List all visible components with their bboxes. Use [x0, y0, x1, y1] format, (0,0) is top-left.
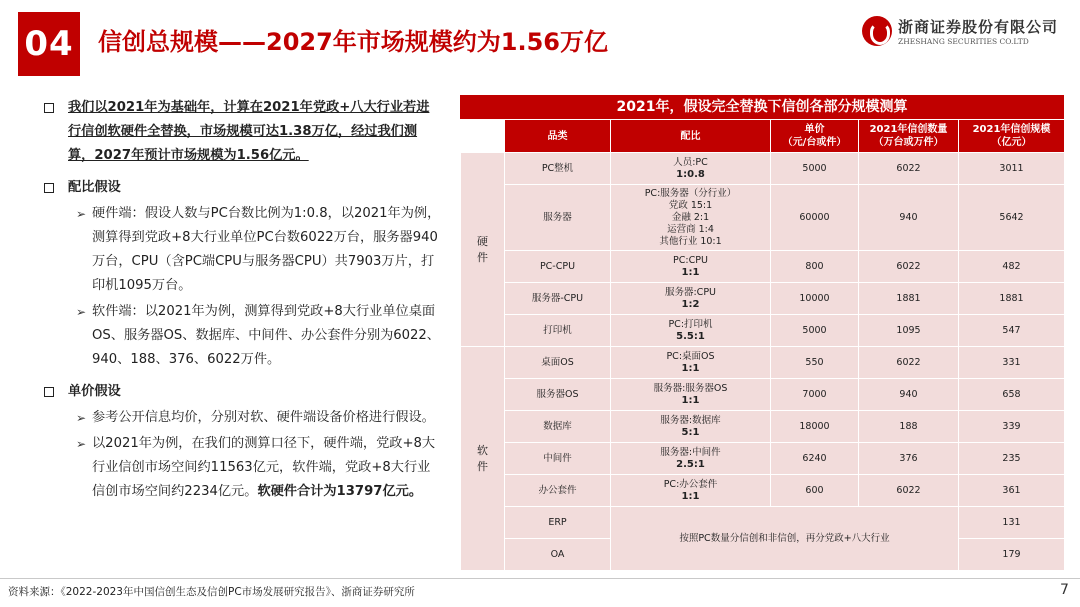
logo-english-name: ZHESHANG SECURITIES CO.LTD	[898, 37, 1029, 46]
cell-qty: 376	[859, 443, 959, 475]
ratio-label: 服务器:服务器OS	[653, 382, 728, 394]
cell-ratio	[611, 475, 771, 507]
logo-chinese-name: 浙商证券股份有限公司	[898, 18, 1059, 36]
cell-qty: 6022	[859, 475, 959, 507]
header-scale: 2021年信创规模 （亿元）	[959, 120, 1065, 153]
ratio-label: PC:桌面OS	[666, 350, 715, 362]
table-body	[461, 153, 1065, 571]
footer-source: 资料来源：《2022-2023年中国信创生态及信创PC市场发展研究报告》、浙商证券研究所	[8, 586, 415, 598]
price-total-text: 软硬件合计为13797亿元。	[257, 484, 423, 499]
cell-merged-note: 按照PC数量分信创和非信创，再分党政+八大行业	[611, 507, 959, 571]
cell-price: 6240	[771, 443, 859, 475]
square-bullet-icon	[44, 183, 54, 193]
ratio-value: 5:1	[681, 426, 700, 438]
page-number: 7	[1060, 582, 1069, 598]
hardware-text: 硬件端：假设人数与PC台数比例为1:0.8，以2021年为例，测算得到党政+8大行业单位PC台数6022万台，服务器940万台，CPU（含PC端CPU与服务器CPU）共7903万片，打印机1095万台。	[92, 206, 441, 293]
table-header-row	[461, 120, 1065, 153]
cell-price: 5000	[771, 153, 859, 185]
header-quantity: 2021年信创数量 （万台或万件）	[859, 120, 959, 153]
table-row	[461, 475, 1065, 507]
section-number-badge: 04	[18, 12, 80, 76]
company-logo	[862, 14, 1062, 54]
price-assumption-bullet	[42, 380, 442, 404]
arrow-bullet-icon: ➢	[76, 437, 87, 451]
cell-scale: 482	[959, 251, 1065, 283]
ratio-value: 1:1	[681, 362, 700, 374]
cell-item: 服务器	[505, 185, 611, 251]
cell-scale: 361	[959, 475, 1065, 507]
ratio-label: PC:办公套件	[663, 478, 718, 490]
cell-scale: 331	[959, 347, 1065, 379]
cell-ratio	[611, 283, 771, 315]
cell-ratio	[611, 315, 771, 347]
zheshang-logo-icon	[862, 16, 892, 46]
software-subitem	[42, 300, 442, 372]
table-row	[461, 283, 1065, 315]
cell-price: 7000	[771, 379, 859, 411]
ratio-label: 人员:PC	[673, 156, 708, 168]
ratio-label: PC:CPU	[673, 254, 708, 266]
software-text: 软件端：以2021年为例，测算得到党政+8大行业单位桌面OS、服务器OS、数据库、中间件、办公套件分别为6022、940、188、376、6022万件。	[92, 304, 440, 367]
cell-price: 5000	[771, 315, 859, 347]
price-subitem-1	[42, 406, 442, 430]
table-title: 2021年，假设完全替换下信创各部分规模测算	[460, 95, 1064, 119]
table-row	[461, 347, 1065, 379]
cell-scale: 547	[959, 315, 1065, 347]
cell-item: OA	[505, 539, 611, 571]
cell-scale: 658	[959, 379, 1065, 411]
group-hardware: 硬 件	[461, 153, 505, 347]
ratio-label: PC:打印机	[668, 318, 713, 330]
square-bullet-icon	[44, 103, 54, 113]
cell-ratio	[611, 347, 771, 379]
cell-price: 550	[771, 347, 859, 379]
price-text-1: 参考公开信息均价，分别对软、硬件端设备价格进行假设。	[92, 410, 435, 425]
cell-qty: 6022	[859, 347, 959, 379]
cell-qty: 1095	[859, 315, 959, 347]
cell-ratio	[611, 185, 771, 251]
cell-scale: 3011	[959, 153, 1065, 185]
square-bullet-icon	[44, 387, 54, 397]
cell-item: PC-CPU	[505, 251, 611, 283]
ratio-value: 1:2	[681, 298, 700, 310]
table-row	[461, 411, 1065, 443]
table-row	[461, 185, 1065, 251]
cell-price: 10000	[771, 283, 859, 315]
table-row-erp	[461, 507, 1065, 539]
table-row	[461, 251, 1065, 283]
header-category: 品类	[505, 120, 611, 153]
summary-bullet	[42, 96, 442, 168]
arrow-bullet-icon: ➢	[76, 305, 87, 319]
cell-scale: 339	[959, 411, 1065, 443]
ratio-value: 1:1	[681, 490, 700, 502]
cell-qty: 6022	[859, 153, 959, 185]
cell-item: PC整机	[505, 153, 611, 185]
cell-qty: 6022	[859, 251, 959, 283]
price-assumption-heading: 单价假设	[68, 384, 121, 399]
cell-item: 桌面OS	[505, 347, 611, 379]
cell-item: 服务器OS	[505, 379, 611, 411]
arrow-bullet-icon: ➢	[76, 207, 87, 221]
summary-text: 我们以2021年为基础年，计算在2021年党政+八大行业若进行信创软硬件全替换，市场规模可达1.38万亿，经过我们测算，2027年预计市场规模为1.56亿元。	[68, 100, 430, 163]
scale-estimate-table	[460, 95, 1064, 571]
cell-scale: 131	[959, 507, 1065, 539]
ratio-label: PC:服务器（分行业） 党政 15:1 金融 2:1 运营商 1:4 其他行业 10:1	[644, 187, 737, 247]
ratio-label: 服务器:数据库	[660, 414, 721, 426]
price-text-2: 以2021年为例，在我们的测算口径下，硬件端，党政+8大行业信创市场空间约11563亿元，软件端，党政+8大行业信创市场空间约2234亿元。	[92, 436, 436, 499]
price-subitem-2	[42, 432, 442, 504]
cell-scale: 179	[959, 539, 1065, 571]
cell-item: ERP	[505, 507, 611, 539]
cell-scale: 5642	[959, 185, 1065, 251]
cell-scale: 1881	[959, 283, 1065, 315]
table-row	[461, 443, 1065, 475]
cell-price: 600	[771, 475, 859, 507]
ratio-value: 1:1	[681, 394, 700, 406]
ratio-value: 5.5:1	[676, 330, 705, 342]
left-text-column	[42, 96, 442, 504]
hardware-subitem	[42, 202, 442, 298]
header-blank	[461, 120, 505, 153]
cell-ratio	[611, 153, 771, 185]
cell-ratio	[611, 411, 771, 443]
cell-price: 60000	[771, 185, 859, 251]
ratio-value: 1:0.8	[676, 168, 705, 180]
cell-item: 中间件	[505, 443, 611, 475]
header-unit-price: 单价 （元/台或件）	[771, 120, 859, 153]
table-row	[461, 153, 1065, 185]
cell-item: 办公套件	[505, 475, 611, 507]
cell-qty: 1881	[859, 283, 959, 315]
group-software: 软 件	[461, 347, 505, 571]
ratio-label: 服务器:中间件	[660, 446, 721, 458]
ratio-value: 1:1	[681, 266, 700, 278]
cell-qty: 188	[859, 411, 959, 443]
ratio-value: 2.5:1	[676, 458, 705, 470]
ratio-assumption-heading: 配比假设	[68, 180, 121, 195]
ratio-assumption-bullet	[42, 176, 442, 200]
header-ratio: 配比	[611, 120, 771, 153]
ratio-label: 服务器:CPU	[664, 286, 717, 298]
table-row	[461, 315, 1065, 347]
cell-scale: 235	[959, 443, 1065, 475]
arrow-bullet-icon: ➢	[76, 411, 87, 425]
cell-price: 800	[771, 251, 859, 283]
cell-item: 数据库	[505, 411, 611, 443]
cell-ratio	[611, 379, 771, 411]
cell-ratio	[611, 443, 771, 475]
cell-item: 打印机	[505, 315, 611, 347]
footer-divider	[0, 578, 1080, 579]
cell-price: 18000	[771, 411, 859, 443]
table-row	[461, 379, 1065, 411]
cell-qty: 940	[859, 185, 959, 251]
cell-item: 服务器-CPU	[505, 283, 611, 315]
data-table	[460, 119, 1065, 571]
cell-ratio	[611, 251, 771, 283]
cell-qty: 940	[859, 379, 959, 411]
page-title: 信创总规模——2027年市场规模约为1.56万亿	[98, 28, 609, 56]
